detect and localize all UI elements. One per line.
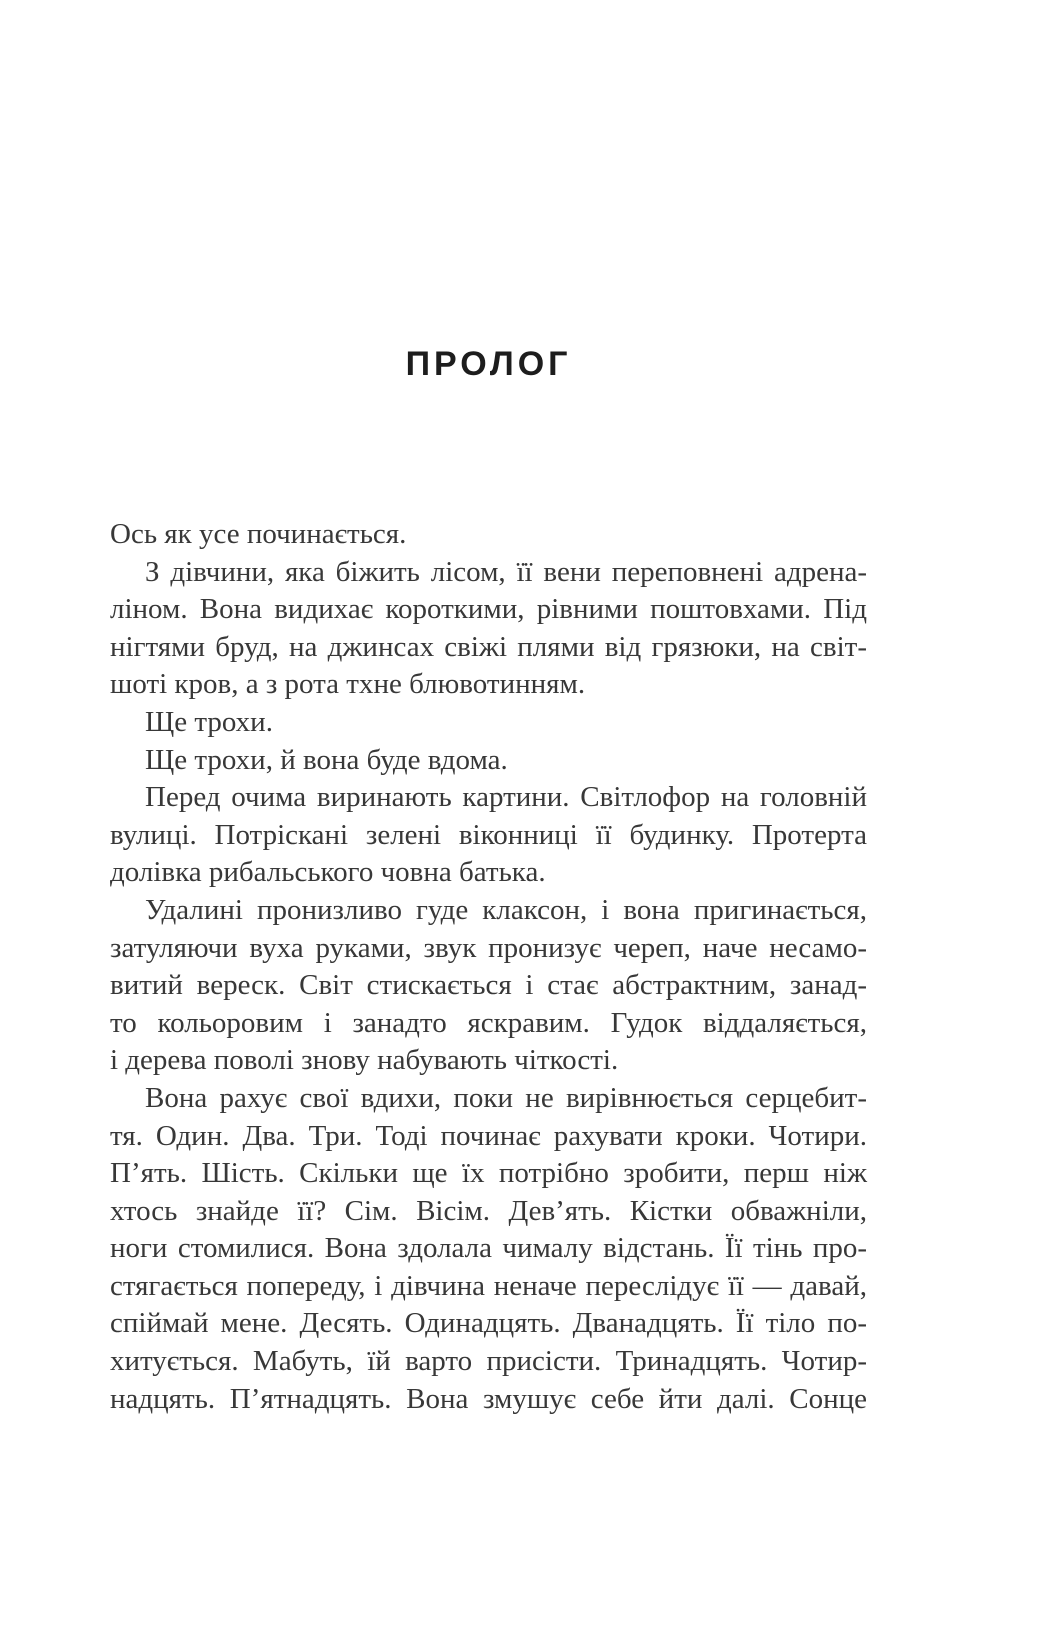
body-line: Ще трохи.: [145, 705, 273, 738]
body-line: тя. Один. Два. Три. Тоді починає рахувати кроки. Чотири.: [110, 1119, 867, 1152]
body-line: Ось як усе починається.: [110, 518, 407, 550]
body-line: Удалині пронизливо гуде клаксон, і вона пригинається,: [145, 893, 867, 926]
body-line: спіймай мене. Десять. Одинадцять. Дванадцять. Її тіло по-: [110, 1307, 867, 1340]
body-line: стягається попереду, і дівчина неначе переслідує її — давай,: [110, 1269, 867, 1302]
body-line: вулиці. Потріскані зелені віконниці її будинку. Протерта: [110, 818, 867, 851]
chapter-title: ПРОЛОГ: [405, 345, 572, 383]
body-line: надцять. П’ятнадцять. Вона змушує себе йти далі. Сонце: [110, 1382, 867, 1415]
body-line: ліном. Вона видихає короткими, рівними поштовхами. Під: [110, 593, 867, 626]
body-line: шоті кров, а з рота тхне блювотинням.: [110, 668, 586, 701]
body-line: долівка рибальського човна батька.: [110, 856, 546, 889]
body-line: Ще трохи, й вона буде вдома.: [145, 743, 508, 776]
body-line: затуляючи вуха руками, звук пронизує череп, наче несамо-: [110, 931, 867, 964]
body-line: то кольоровим і занадто яскравим. Гудок віддаляється,: [110, 1006, 867, 1039]
body-line: хтось знайде її? Сім. Вісім. Дев’ять. Кістки обважніли,: [110, 1194, 867, 1227]
body-line: і дерева поволі знову набувають чіткості.: [110, 1044, 619, 1077]
body-text: [110, 516, 867, 1418]
body-line: ноги стомилися. Вона здолала чималу відстань. Її тінь про-: [110, 1232, 867, 1265]
body-line: Вона рахує свої вдихи, поки не вирівнюється серцебит-: [145, 1081, 867, 1114]
body-line: нігтями бруд, на джинсах свіжі плями від грязюки, на світ-: [110, 630, 867, 663]
body-line: витий вереск. Світ стискається і стає абстрактним, занад-: [110, 969, 867, 1002]
body-line: П’ять. Шість. Скільки ще їх потрібно зробити, перш ніж: [110, 1157, 867, 1190]
body-line: хитується. Мабуть, їй варто присісти. Тринадцять. Чотир-: [110, 1345, 867, 1378]
body-line: З дівчини, яка біжить лісом, її вени переповнені адрена-: [145, 555, 867, 588]
body-line: Перед очима виринають картини. Світлофор на головній: [145, 781, 867, 814]
